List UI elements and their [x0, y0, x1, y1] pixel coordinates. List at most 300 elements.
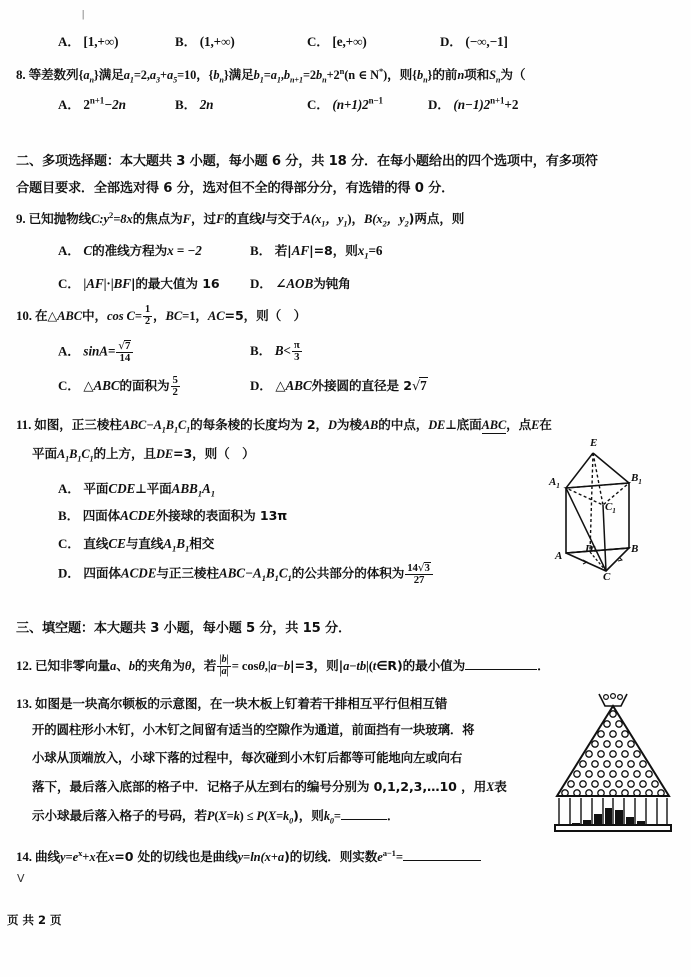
q13-period: ． [386, 808, 400, 823]
q12-theta-2: θ [258, 659, 265, 673]
q8-bn-1: b [213, 68, 220, 82]
angle-icon: ∠ [275, 276, 287, 291]
q9-option-c [58, 273, 220, 292]
q12-t-var: t [356, 659, 360, 673]
q14-text-10: =0 处的切线也是曲线 [114, 849, 238, 864]
q11-edge-ab: AB [361, 418, 379, 432]
q10-option-c-abc: ABC [93, 378, 120, 393]
q12-stem [16, 655, 550, 678]
q11-stem-line-2 [32, 443, 255, 463]
q11-option-c-a1: A [163, 536, 172, 551]
q8-option-c [307, 94, 383, 113]
q14-answer-blank[interactable] [403, 849, 481, 861]
q7-option-d [440, 31, 508, 50]
q13-line-5-text-a: 示小球最后落入格子的号码，若 [32, 808, 207, 823]
q9-option-b-x: x [357, 243, 365, 258]
q9-option-b-letter: B． [250, 243, 272, 258]
q10-stem-text-10: =5，则（ ） [224, 308, 307, 323]
q12-t-var-2: t [372, 659, 377, 673]
prism-label-C1-text: C [605, 501, 613, 513]
q9-option-a-curve: C [83, 243, 93, 258]
q11-point-e: E [531, 418, 540, 432]
q10-option-b-letter: B． [250, 343, 272, 358]
q11-sub-5: 1 [77, 454, 82, 464]
q9-stem-text-p: )两点，则 [408, 211, 465, 226]
q11-base-abc: ABC [481, 418, 507, 432]
q8-option-d-pre: (n−1)2 [453, 97, 491, 112]
q11-sub-2: 1 [173, 425, 178, 435]
q9-option-c-bar-1: | [83, 276, 87, 291]
q11-sub-12: 1 [274, 573, 279, 584]
q14-text-17: )的切线．则实数 [284, 849, 378, 864]
q11-sub-13: 1 [287, 573, 292, 584]
q12-text-16: − [349, 659, 357, 673]
q13-line-3: 小球从顶端放入，小球下落的过程中，每次碰到小木钉后都等可能地向左或向右 [32, 750, 463, 765]
q14-eq-3: = [395, 850, 403, 864]
q11-option-d-acde: ACDE [120, 565, 157, 581]
q10-option-b-lt: < [283, 343, 291, 358]
q7-option-b-letter: B． [175, 34, 197, 49]
q11-option-d-coef: 14 [407, 561, 418, 574]
q11-option-d-abc-a1: ABC−A [218, 565, 262, 581]
prism-label-C [603, 571, 610, 583]
q8-a1b: a [270, 68, 277, 82]
q9-option-c-bf: BF [113, 276, 131, 291]
q11-sub-4: 1 [65, 454, 70, 464]
q11-option-d-c1: C [278, 565, 288, 581]
q12-number: 12. [16, 658, 32, 673]
q8-stem-text-7: = [263, 68, 271, 82]
q11-stem-text-o: 在 [539, 417, 552, 432]
q14-y-1: y [60, 850, 66, 864]
q7-option-d-letter: D． [440, 34, 463, 49]
q8-stem-text-12: 的前 [432, 67, 458, 82]
q8-stem-text-5: =10， [177, 68, 209, 82]
q12-text-14: |=3，则| [290, 658, 344, 673]
q14-eq-2: = [243, 850, 251, 864]
q10-option-b-num: π [293, 338, 300, 351]
q9-curve-label: C: [91, 212, 104, 226]
q13-k-2: k [283, 809, 290, 823]
q14-ln: ln( [250, 850, 265, 864]
q8-a3: a [149, 68, 156, 82]
q12-b-3: b [359, 659, 367, 673]
q8-stem-text-6: 满足 [228, 67, 254, 82]
q11-stem-text-k: ⊥底面 [445, 417, 482, 432]
q10-option-a-letter: A． [58, 343, 81, 359]
q11-stem-text-i: 的中点， [378, 417, 429, 432]
q9-stem-text-m: )， [347, 212, 364, 226]
q8-stem-text-2: 满足 [98, 67, 124, 82]
q13-x-1: X [218, 809, 227, 823]
galton-board-svg [543, 692, 683, 837]
q8-stem-text-4: + [159, 68, 167, 82]
q9-stem-text-c: =8x [113, 212, 133, 226]
radical-icon-q11: √ [417, 561, 425, 574]
q11-plane-a1: A [57, 447, 66, 461]
q14-exp-x: x [78, 847, 83, 858]
q9-option-c-mid: |·| [103, 276, 114, 291]
q10-option-b-angle: B [274, 343, 284, 358]
q11-option-a-cde: CDE [108, 481, 136, 496]
q12-frac-num: |b| [219, 654, 229, 666]
q10-option-c-den: 2 [172, 385, 178, 398]
q9-option-b-text-3: |=8，则 [309, 243, 358, 258]
prism-label-B1-text: B [631, 472, 639, 484]
q11-option-c-text-1: 直线 [83, 536, 109, 551]
q10-option-d-radicand: 7 [420, 378, 427, 393]
q8-bn-3: b [416, 68, 424, 82]
q13-eq-2: = [276, 809, 284, 823]
q10-option-b-den: 3 [294, 350, 300, 363]
q10-option-a-eq: = [107, 343, 116, 359]
q11-stem-text-g: 为棱 [336, 417, 362, 432]
q9-stem-text-l: ，y [325, 212, 344, 226]
q8-option-c-letter: C． [307, 97, 330, 112]
q9-option-d-letter: D． [250, 276, 273, 291]
q13-answer-blank[interactable] [341, 808, 387, 820]
q14-stem [16, 846, 481, 865]
q14-text-1: 曲线 [35, 849, 61, 864]
q14-plus: + [82, 850, 90, 864]
q9-option-d-text: 为钝角 [313, 276, 351, 291]
q14-x-2: x [108, 850, 115, 864]
q8-stem-text-11: ，则 [387, 67, 413, 82]
q11-de: DE [428, 418, 446, 432]
q13-line-4 [32, 776, 507, 795]
q12-text-7: ，若 [191, 658, 217, 673]
q8-option-a-base: 2 [83, 97, 90, 112]
q14-eq-1: = [65, 850, 73, 864]
q8-bn2-sub: n [322, 75, 327, 85]
q11-option-b-text-3: 外接球的表面积为 13π [155, 508, 288, 523]
prism-label-B1-sub: 1 [638, 478, 642, 487]
q8-sn-sub: n [495, 75, 501, 85]
q11-option-a-a1: A [202, 481, 211, 496]
q8-stem-text-10: +2 [326, 68, 340, 82]
q10-option-d-text: 外接圆的直径是 2 [311, 378, 412, 393]
q13-k0-sub-2: 0 [329, 816, 334, 826]
section-3-heading: 三、填空题：本大题共 3 小题，每小题 5 分，共 15 分． [16, 621, 351, 636]
q9-option-a-letter: A． [58, 243, 81, 258]
q8-stem: 8. 等差数列$\{a_n\}$满足$a_1=2,a_3+a_5=10$，$\{b_n\}$满足$b_1=a_1,b_{n+1}=2b_n+2^n(n$ ∈ N*)，则$\{b_n\}$的前n项和$S_n$为（ [16, 65, 526, 85]
q12-text-3: 、 [116, 658, 129, 673]
q10-option-a-fraction [116, 340, 133, 365]
q10-option-a-num [116, 340, 133, 353]
q11-option-a-letter: A． [58, 481, 81, 496]
q13-line-1-text: 如图是一块高尔顿板的示意图，在一块木板上钉着若干排相互平行但相互错 [34, 696, 448, 711]
q11-option-d-b1: B [265, 565, 275, 581]
q11-option-a-text-1: 平面 [83, 481, 109, 496]
q7-option-a-letter: A． [58, 34, 81, 49]
prism-label-C1 [605, 501, 616, 515]
radical-icon: √ [118, 339, 126, 352]
q9-option-a-eq: x = −2 [167, 243, 202, 258]
q11-prism-abc-a1: ABC−A [121, 418, 162, 432]
q8-option-d-tail: +2 [504, 97, 519, 112]
q11-option-d-num [405, 562, 433, 575]
q12-text-10: ,| [264, 659, 271, 673]
q7-option-c-letter: C． [307, 34, 330, 49]
q12-a-3: a [343, 659, 350, 673]
q11-option-d-text-1: 四面体 [83, 565, 121, 581]
q12-frac-den: |a| [219, 666, 229, 678]
q9-point-b: B(x [363, 212, 383, 226]
q12-text-5: 的夹角为 [134, 658, 185, 673]
prism-label-E [590, 437, 597, 449]
q11-option-c-text-6: 相交 [189, 536, 215, 551]
prism-label-A1 [549, 476, 560, 490]
q11-option-b-text-1: 四面体 [82, 508, 121, 523]
q11-option-c-letter: C． [58, 536, 81, 551]
q11-point-d: D [328, 418, 337, 432]
prism-label-C-text: C [603, 571, 611, 583]
q10-stem-text-6: ， [153, 308, 166, 323]
q11-option-b-letter: B． [58, 508, 80, 523]
q9-line-l: l [261, 212, 266, 226]
q10-option-c [58, 375, 181, 399]
q8-option-a [58, 94, 126, 113]
q9-option-b-val: =6 [368, 243, 383, 258]
q8-option-c-pre: (n+1)2 [332, 97, 369, 112]
q7-option-a [58, 31, 118, 50]
q12-vector-a: a [109, 659, 117, 673]
q13-eq-1: = [226, 809, 234, 823]
q13-eq-3: = [333, 809, 341, 823]
q12-answer-blank[interactable] [465, 658, 537, 670]
q9-stem-text-d: 的焦点为 [132, 211, 183, 226]
top-scan-mark: | [82, 8, 85, 20]
q8-an-1: a [83, 68, 90, 82]
q8-b1: b [253, 68, 260, 82]
q13-k0-sub: 0 [289, 816, 294, 826]
q11-sub-3: 1 [186, 425, 191, 435]
section-2-heading-line-1: 二、多项选择题：本大题共 3 小题，每小题 6 分，共 18 分．在每小题给出的四个选项中，有多项符 [16, 154, 598, 169]
q11-sub-9: 1 [172, 543, 177, 554]
q9-option-d-aob: AOB [286, 276, 314, 291]
section-2-heading-line-2: 合题目要求．全部选对得 6 分，选对但不全的得部分分，有选错的得 0 分． [16, 181, 455, 196]
q13-k-1: k [233, 809, 240, 823]
q13-line-1 [16, 693, 447, 712]
q10-stem-eq: = [134, 309, 142, 323]
q11-prism-c1: C [177, 418, 187, 432]
q14-text-8: 在 [95, 849, 109, 864]
q13-prob-p1: P [206, 809, 215, 823]
q11-sub-1: 1 [161, 425, 166, 435]
q10-option-a-sina: sinA [83, 343, 108, 359]
q9-point-a: A(x [302, 212, 322, 226]
q13-line-2: 开的圆柱形小木钉，小木钉之间留有适当的空隙作为通道，前面挡有一块玻璃．将 [32, 722, 475, 737]
q11-sub-11: 1 [261, 573, 266, 584]
q7-option-c-text: [e,+∞) [332, 34, 367, 49]
q11-sub-7: 1 [197, 488, 202, 499]
q11-option-c-text-3: 与直线 [125, 536, 164, 551]
prism-label-D [585, 543, 593, 555]
q8-option-a-exp: n+1 [89, 95, 105, 106]
q12-text-22: ． [537, 658, 550, 673]
q11-plane-c1: C [81, 447, 90, 461]
q13-number: 13. [16, 696, 32, 711]
prism-label-B [631, 543, 638, 555]
q7-option-b [175, 31, 235, 50]
q12-text-19: |( [366, 659, 373, 673]
q14-x-1: x [89, 850, 96, 864]
q8-a1: a [123, 68, 130, 82]
q10-stem-text-3: 中， [82, 308, 108, 323]
q9-stem-text-j: 与交于 [265, 211, 303, 226]
prism-label-B1 [631, 472, 642, 486]
q12-vector-b: b [128, 659, 135, 673]
q9-focus-f2: F [215, 212, 225, 226]
q13-line-4-text-a: 落下，最后落入底部的格子中．记格子从左到右的编号分别为 0,1,2,3,…10 ，用 [32, 779, 487, 794]
q10-option-d [250, 375, 428, 394]
q8-stem-text-9: =2 [302, 68, 317, 82]
q9-stem: 9. 已知抛物线$C:y^2=8x$的焦点为F，过F的直线l与交于$A(x_1$，$y_1$)，$B(x_2$，$y_2$)两点，则 [16, 209, 465, 229]
q11-option-d-fraction [405, 562, 433, 587]
q10-cos-c: cos C [107, 309, 135, 323]
q10-stem-text-1: 在△ [35, 308, 58, 323]
q14-e-2: e [377, 850, 383, 864]
q11-option-c [58, 533, 214, 554]
q13-line-5 [32, 805, 399, 825]
q14-x-3: x [264, 850, 271, 864]
q12-text-1: 已知非零向量 [35, 658, 110, 673]
q7-option-a-text: [1,+∞) [83, 34, 119, 49]
q10-stem-frac-den: 2 [144, 316, 151, 328]
q11-stem2-text-e: 的上方，且 [93, 446, 156, 461]
q11-option-c-b1: B [176, 536, 185, 551]
q8-option-b [175, 94, 213, 113]
prism-label-A1-text: A [549, 476, 557, 488]
q13-k-3: k [323, 809, 330, 823]
q11-option-d-text-3: 与正三棱柱 [156, 565, 219, 581]
q14-y-2: y [237, 850, 244, 864]
q13-paren-2: ( [263, 809, 268, 823]
q8-stem-text-8: , [280, 68, 284, 82]
prism-label-A-text: A [555, 550, 563, 562]
q8-option-d [428, 94, 518, 113]
q9-option-b-af: AF [291, 243, 310, 258]
q9-option-d [250, 273, 351, 292]
q8-bn-1-sub: n [219, 75, 224, 85]
q7-option-b-text: (1,+∞) [199, 34, 235, 49]
q10-ac: AC [207, 309, 225, 323]
q7-option-d-text: (−∞,−1] [465, 34, 508, 49]
galton-board-figure [543, 692, 683, 837]
q9-focus-f1: F [182, 212, 191, 226]
q10-number: 10. [16, 308, 32, 323]
q10-option-a [58, 340, 134, 365]
q11-sub-10: 1 [184, 543, 190, 554]
triangle-icon-c: △ [83, 378, 94, 393]
q13-prob-p2: P [256, 809, 264, 823]
q9-stem-text-o: ，y [386, 212, 405, 226]
q10-option-d-abc: ABC [285, 378, 312, 393]
q9-option-a [58, 240, 202, 259]
q10-triangle-abc: ABC [57, 309, 83, 323]
q11-stem-text-a: 如图，正三棱柱 [34, 417, 122, 432]
q9-option-a-text: 的准线方程为 [92, 243, 168, 258]
prism-figure [533, 437, 683, 588]
q9-number: 9. [16, 211, 26, 226]
q9-option-b: B． 若|AF|=8，则$x_1=6$ [250, 243, 383, 261]
q11-option-d-letter: D． [58, 565, 81, 581]
q14-exp-a-1: a−1 [382, 847, 396, 858]
q11-number: 11. [16, 417, 32, 432]
q12-fraction [217, 655, 230, 678]
q14-a: a [277, 850, 285, 864]
prism-label-B-text: B [631, 543, 639, 555]
q11-option-b-acde: ACDE [120, 508, 156, 523]
q8-option-b-letter: B． [175, 97, 197, 112]
page-footer: 页 共 2 页 [7, 913, 62, 927]
q13-line-5-text-n: )，则 [293, 808, 324, 823]
q10-option-c-num: 5 [172, 373, 178, 386]
q12-b-2: b [283, 659, 291, 673]
prism-label-E-text: E [590, 437, 598, 449]
q12-text-12: − [276, 659, 284, 673]
q8-stem-text-14: 为（ [500, 67, 526, 82]
q13-line-4-text-c: 表 [494, 779, 507, 794]
q11-option-d-radicand: 3 [424, 561, 430, 574]
q9-option-c-af: AF [86, 276, 104, 291]
q8-bn2: b [316, 68, 323, 82]
q8-n-var: n [457, 68, 465, 82]
q8-number: 8. [16, 67, 26, 82]
radical-icon-d: √ [411, 379, 421, 394]
q11-option-a-abb: ABB [171, 481, 198, 496]
q9-stem-text-a: 已知抛物线 [28, 211, 92, 226]
prism-svg [533, 443, 683, 588]
q14-number: 14. [16, 849, 32, 864]
q8-option-d-exp: n+1 [490, 95, 505, 106]
q10-option-c-fraction [171, 375, 180, 399]
q11-stem2-text-g: =3，则（ ） [173, 446, 255, 461]
prism-label-C1-sub: 1 [612, 507, 616, 516]
q10-stem-frac-num: 1 [144, 304, 151, 316]
q10-option-a-den: 14 [119, 351, 131, 364]
q10-option-b-fraction [292, 340, 302, 364]
triangle-icon-d: △ [275, 378, 286, 393]
q12-theta: θ [184, 659, 192, 673]
q11-option-a-text-3: ⊥平面 [135, 481, 172, 496]
q11-stem2-text-a: 平面 [32, 446, 57, 461]
q10-option-b [250, 340, 303, 364]
q11-sub-8: 1 [210, 488, 215, 499]
q10-option-c-text: 的面积为 [119, 378, 170, 393]
q13-leq: ) ≤ [239, 809, 257, 823]
q8-stem-text-13: 项和 [464, 67, 490, 82]
q8-option-c-exp: n−1 [368, 95, 383, 106]
q9-stem-text-f: ，过 [190, 211, 216, 226]
q11-option-d-text-7: 的公共部分的体积为 [291, 565, 405, 581]
q9-option-c-letter: C． [58, 276, 81, 291]
q11-option-b [58, 505, 287, 524]
q8-an-1-sub: n [89, 75, 94, 85]
q11-de-2: DE [156, 447, 174, 461]
prism-label-A [555, 550, 562, 562]
q11-option-a [58, 478, 215, 499]
q11-sub-6: 1 [89, 454, 94, 464]
q10-option-a-radicand: 7 [125, 339, 131, 352]
prism-label-D-text: D [585, 543, 593, 555]
q14-plus-2: + [270, 850, 278, 864]
q13-x-2: X [267, 809, 277, 823]
q8-option-d-letter: D． [428, 97, 451, 112]
q12-text-21: ∈R)的最小值为 [376, 658, 466, 673]
q10-option-d-letter: D． [250, 378, 273, 393]
q11-stem-line-1 [16, 414, 552, 434]
